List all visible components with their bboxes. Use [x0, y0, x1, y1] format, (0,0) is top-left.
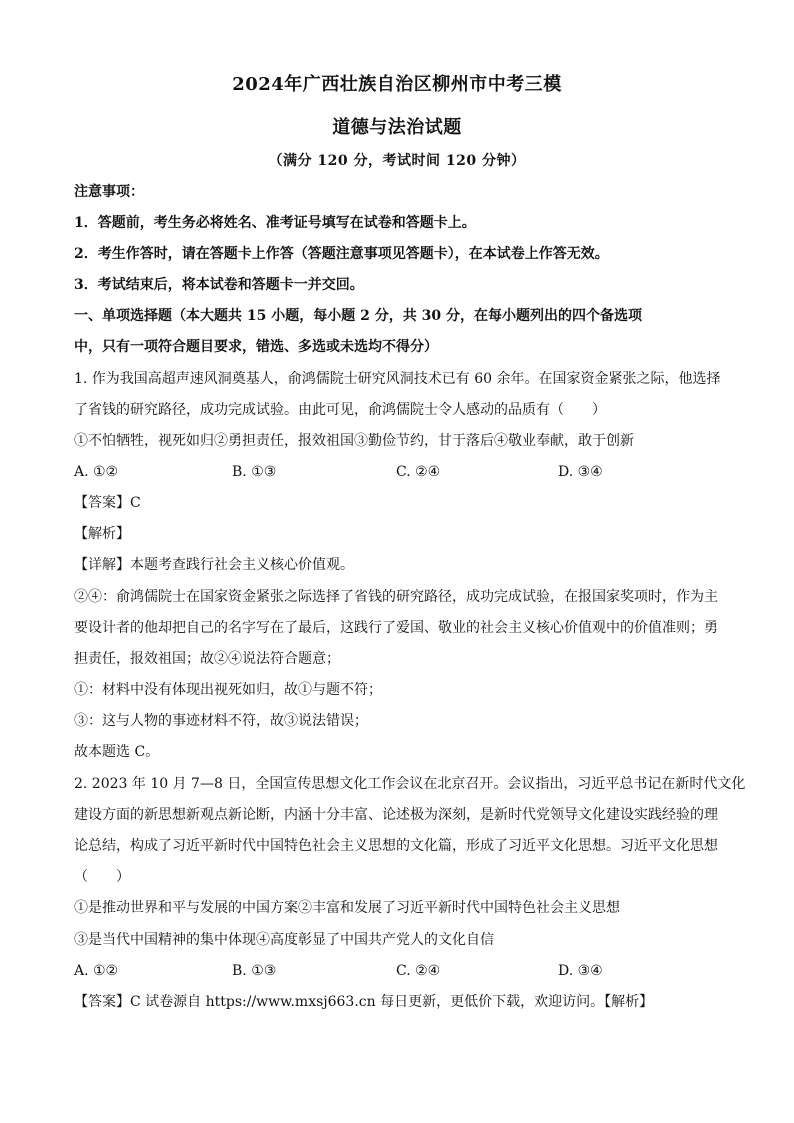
- notice-item-2: 2．考生作答时，请在答题卡上作答（答题注意事项见答题卡），在本试卷上作答无效。: [74, 246, 609, 262]
- notice-heading: 注意事项：: [74, 184, 144, 200]
- q2-answer-line: 【答案】C 试卷源自 https://www.mxsj663.cn 每日更新，更低价下载，欢迎访问。【解析】: [74, 994, 654, 1010]
- q1-conclusion: 故本题选 C。: [74, 744, 160, 760]
- notice-item-1: 1．答题前，考生务必将姓名、准考证号填写在试卷和答题卡上。: [74, 215, 476, 231]
- q1-option-a: A. ①②: [74, 464, 119, 480]
- q1-stem-line2: 了省钱的研究路径，成功完成试验。由此可见，俞鸿儒院士令人感动的品质有（ ）: [74, 402, 606, 418]
- q2-options: [74, 961, 734, 981]
- q2-stem-line1: 2. 2023 年 10 月 7—8 日，全国宣传思想文化工作会议在北京召开。会议指出，习近平总书记在新时代文化: [74, 776, 746, 792]
- q1-explanation-line3: 担责任，报效祖国；故②④说法符合题意；: [74, 651, 340, 667]
- section-heading-line2: 中，只有一项符合题目要求，错选、多选或未选均不得分）: [74, 339, 438, 355]
- notice-item-3: 3．考试结束后，将本试卷和答题卡一并交回。: [74, 277, 364, 293]
- q2-option-a: A. ①②: [74, 963, 119, 979]
- q1-option-c: C. ②④: [396, 464, 441, 480]
- q2-statement-line2: ③是当代中国精神的集中体现④高度彰显了中国共产党人的文化自信: [74, 932, 494, 948]
- q2-stem-line2: 建设方面的新思想新观点新论断，内涵十分丰富、论述极为深刻，是新时代党领导文化建设实践经验的理: [74, 807, 718, 823]
- q1-explanation-line1: ②④：俞鸿儒院士在国家资金紧张之际选择了省钱的研究路径，成功完成试验，在报国家奖项时，作为主: [74, 589, 718, 605]
- q1-detail: 【详解】本题考查践行社会主义核心价值观。: [74, 557, 354, 573]
- q2-option-d: D. ③④: [558, 963, 603, 979]
- score-note: （满分 120 分，考试时间 120 分钟）: [268, 153, 526, 169]
- q2-stem-line3: 论总结，构成了习近平新时代中国特色社会主义思想的文化篇，形成了习近平文化思想。习近平文化思想: [74, 838, 718, 854]
- q1-options: [74, 462, 734, 482]
- q1-explanation-line2: 要设计者的他却把自己的名字写在了最后，这践行了爱国、敬业的社会主义核心价值观中的价值准则；勇: [74, 620, 718, 636]
- q1-statements: ①不怕牺牲，视死如归②勇担责任，报效祖国③勤俭节约，甘于落后④敬业奉献，敢于创新: [74, 433, 634, 449]
- exam-subject: 道德与法治试题: [332, 117, 462, 138]
- q1-stem-line1: 1. 作为我国高超声速风洞奠基人，俞鸿儒院士研究风洞技术已有 60 余年。在国家资金紧张之际，他选择: [74, 371, 721, 387]
- q2-stem-line4: （ ）: [74, 869, 130, 885]
- exam-title: 2024年广西壮族自治区柳州市中考三模: [232, 74, 562, 95]
- q2-option-c: C. ②④: [396, 963, 441, 979]
- section-heading-line1: 一、单项选择题（本大题共 15 小题，每小题 2 分，共 30 分，在每小题列出的四个备选项: [74, 308, 642, 324]
- q1-option-b: B. ①③: [232, 464, 277, 480]
- q1-answer: 【答案】C: [74, 495, 141, 511]
- q1-option-d: D. ③④: [558, 464, 603, 480]
- q2-option-b: B. ①③: [232, 963, 277, 979]
- q2-statement-line1: ①是推动世界和平与发展的中国方案②丰富和发展了习近平新时代中国特色社会主义思想: [74, 900, 620, 916]
- q1-analysis-label: 【解析】: [74, 526, 130, 542]
- q1-explanation-line4: ①：材料中没有体现出视死如归，故①与题不符；: [74, 682, 382, 698]
- q1-explanation-line5: ③：这与人物的事迹材料不符，故③说法错误；: [74, 713, 368, 729]
